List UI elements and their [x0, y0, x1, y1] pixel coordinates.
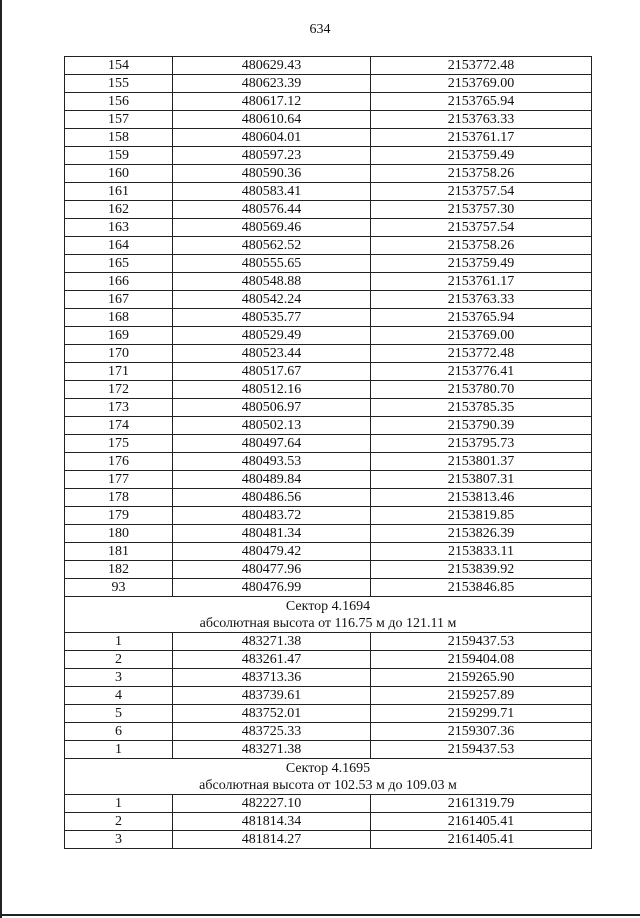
point-number-cell: 172	[65, 381, 173, 399]
table-row	[65, 813, 592, 831]
y-coordinate-cell: 2153780.70	[371, 381, 592, 399]
table-row	[65, 309, 592, 327]
point-number-cell: 168	[65, 309, 173, 327]
table-row	[65, 543, 592, 561]
point-number-cell: 5	[65, 705, 173, 723]
y-coordinate-cell: 2153772.48	[371, 57, 592, 75]
x-coordinate-cell: 481814.34	[173, 813, 371, 831]
point-number-cell: 182	[65, 561, 173, 579]
y-coordinate-cell: 2153795.73	[371, 435, 592, 453]
table-row	[65, 741, 592, 759]
x-coordinate-cell: 480486.56	[173, 489, 371, 507]
point-number-cell: 175	[65, 435, 173, 453]
x-coordinate-cell: 480610.64	[173, 111, 371, 129]
y-coordinate-cell: 2153833.11	[371, 543, 592, 561]
point-number-cell: 1	[65, 633, 173, 651]
point-number-cell: 159	[65, 147, 173, 165]
point-number-cell: 154	[65, 57, 173, 75]
table-row	[65, 687, 592, 705]
y-coordinate-cell: 2159437.53	[371, 633, 592, 651]
sector-title: Сектор 4.1695	[285, 760, 371, 776]
x-coordinate-cell: 480476.99	[173, 579, 371, 597]
x-coordinate-cell: 480483.72	[173, 507, 371, 525]
y-coordinate-cell: 2153758.26	[371, 237, 592, 255]
y-coordinate-cell: 2153772.48	[371, 345, 592, 363]
point-number-cell: 174	[65, 417, 173, 435]
point-number-cell: 93	[65, 579, 173, 597]
x-coordinate-cell: 483271.38	[173, 633, 371, 651]
x-coordinate-cell: 480623.39	[173, 75, 371, 93]
sector-header-row	[65, 597, 592, 633]
x-coordinate-cell: 480529.49	[173, 327, 371, 345]
table-row	[65, 129, 592, 147]
x-coordinate-cell: 483271.38	[173, 741, 371, 759]
x-coordinate-cell: 480604.01	[173, 129, 371, 147]
table-row	[65, 723, 592, 741]
y-coordinate-cell: 2153801.37	[371, 453, 592, 471]
x-coordinate-cell: 480517.67	[173, 363, 371, 381]
y-coordinate-cell: 2159404.08	[371, 651, 592, 669]
y-coordinate-cell: 2153769.00	[371, 75, 592, 93]
table-row	[65, 93, 592, 111]
table-row	[65, 381, 592, 399]
y-coordinate-cell: 2159257.89	[371, 687, 592, 705]
table-row	[65, 471, 592, 489]
y-coordinate-cell: 2153761.17	[371, 273, 592, 291]
point-number-cell: 176	[65, 453, 173, 471]
y-coordinate-cell: 2153790.39	[371, 417, 592, 435]
point-number-cell: 165	[65, 255, 173, 273]
table-row	[65, 795, 592, 813]
point-number-cell: 179	[65, 507, 173, 525]
table-row	[65, 147, 592, 165]
table-row	[65, 219, 592, 237]
table-row	[65, 273, 592, 291]
x-coordinate-cell: 480481.34	[173, 525, 371, 543]
y-coordinate-cell: 2153763.33	[371, 111, 592, 129]
point-number-cell: 1	[65, 795, 173, 813]
table-row	[65, 579, 592, 597]
x-coordinate-cell: 480493.53	[173, 453, 371, 471]
point-number-cell: 177	[65, 471, 173, 489]
x-coordinate-cell: 480629.43	[173, 57, 371, 75]
table-row	[65, 453, 592, 471]
sector-header	[65, 597, 592, 633]
point-number-cell: 2	[65, 813, 173, 831]
y-coordinate-cell: 2161319.79	[371, 795, 592, 813]
table-row	[65, 255, 592, 273]
y-coordinate-cell: 2153813.46	[371, 489, 592, 507]
scan-left-edge	[0, 0, 2, 918]
table-row	[65, 201, 592, 219]
x-coordinate-cell: 480590.36	[173, 165, 371, 183]
x-coordinate-cell: 480535.77	[173, 309, 371, 327]
y-coordinate-cell: 2153758.26	[371, 165, 592, 183]
y-coordinate-cell: 2153765.94	[371, 309, 592, 327]
scan-bottom-edge	[0, 914, 640, 916]
coordinates-table	[64, 56, 592, 849]
sector-altitude-range: абсолютная высота от 116.75 м до 121.11 м	[199, 615, 457, 631]
x-coordinate-cell: 480489.84	[173, 471, 371, 489]
point-number-cell: 1	[65, 741, 173, 759]
point-number-cell: 162	[65, 201, 173, 219]
x-coordinate-cell: 480502.13	[173, 417, 371, 435]
table-row	[65, 525, 592, 543]
y-coordinate-cell: 2153807.31	[371, 471, 592, 489]
y-coordinate-cell: 2159265.90	[371, 669, 592, 687]
table-row	[65, 633, 592, 651]
point-number-cell: 164	[65, 237, 173, 255]
x-coordinate-cell: 480597.23	[173, 147, 371, 165]
y-coordinate-cell: 2153759.49	[371, 147, 592, 165]
y-coordinate-cell: 2159299.71	[371, 705, 592, 723]
table-row	[65, 345, 592, 363]
table-row	[65, 183, 592, 201]
table-row	[65, 507, 592, 525]
table-row	[65, 291, 592, 309]
sector-header	[65, 759, 592, 795]
x-coordinate-cell: 480497.64	[173, 435, 371, 453]
x-coordinate-cell: 480576.44	[173, 201, 371, 219]
table-row	[65, 237, 592, 255]
point-number-cell: 178	[65, 489, 173, 507]
point-number-cell: 161	[65, 183, 173, 201]
point-number-cell: 158	[65, 129, 173, 147]
table-row	[65, 831, 592, 849]
table-row	[65, 399, 592, 417]
table-row	[65, 363, 592, 381]
table-row	[65, 57, 592, 75]
x-coordinate-cell: 480562.52	[173, 237, 371, 255]
sector-altitude-range: абсолютная высота от 102.53 м до 109.03 м	[199, 777, 457, 793]
point-number-cell: 3	[65, 831, 173, 849]
table-row	[65, 165, 592, 183]
table-row	[65, 651, 592, 669]
x-coordinate-cell: 483713.36	[173, 669, 371, 687]
y-coordinate-cell: 2153757.30	[371, 201, 592, 219]
y-coordinate-cell: 2153826.39	[371, 525, 592, 543]
point-number-cell: 6	[65, 723, 173, 741]
y-coordinate-cell: 2153761.17	[371, 129, 592, 147]
sector-header-row	[65, 759, 592, 795]
y-coordinate-cell: 2153757.54	[371, 183, 592, 201]
y-coordinate-cell: 2153769.00	[371, 327, 592, 345]
point-number-cell: 166	[65, 273, 173, 291]
y-coordinate-cell: 2153757.54	[371, 219, 592, 237]
y-coordinate-cell: 2161405.41	[371, 813, 592, 831]
x-coordinate-cell: 482227.10	[173, 795, 371, 813]
table-row	[65, 489, 592, 507]
point-number-cell: 171	[65, 363, 173, 381]
y-coordinate-cell: 2159437.53	[371, 741, 592, 759]
point-number-cell: 3	[65, 669, 173, 687]
x-coordinate-cell: 480555.65	[173, 255, 371, 273]
y-coordinate-cell: 2153759.49	[371, 255, 592, 273]
y-coordinate-cell: 2153765.94	[371, 93, 592, 111]
x-coordinate-cell: 480506.97	[173, 399, 371, 417]
y-coordinate-cell: 2161405.41	[371, 831, 592, 849]
x-coordinate-cell: 483725.33	[173, 723, 371, 741]
y-coordinate-cell: 2153776.41	[371, 363, 592, 381]
x-coordinate-cell: 480542.24	[173, 291, 371, 309]
x-coordinate-cell: 481814.27	[173, 831, 371, 849]
point-number-cell: 157	[65, 111, 173, 129]
sector-title: Сектор 4.1694	[285, 598, 371, 614]
table-row	[65, 561, 592, 579]
point-number-cell: 167	[65, 291, 173, 309]
y-coordinate-cell: 2153839.92	[371, 561, 592, 579]
x-coordinate-cell: 483739.61	[173, 687, 371, 705]
point-number-cell: 170	[65, 345, 173, 363]
x-coordinate-cell: 480617.12	[173, 93, 371, 111]
y-coordinate-cell: 2159307.36	[371, 723, 592, 741]
table-row	[65, 669, 592, 687]
x-coordinate-cell: 483752.01	[173, 705, 371, 723]
x-coordinate-cell: 480583.41	[173, 183, 371, 201]
point-number-cell: 160	[65, 165, 173, 183]
table-row	[65, 435, 592, 453]
point-number-cell: 173	[65, 399, 173, 417]
x-coordinate-cell: 483261.47	[173, 651, 371, 669]
table-row	[65, 111, 592, 129]
x-coordinate-cell: 480548.88	[173, 273, 371, 291]
point-number-cell: 4	[65, 687, 173, 705]
y-coordinate-cell: 2153763.33	[371, 291, 592, 309]
point-number-cell: 163	[65, 219, 173, 237]
table-row	[65, 327, 592, 345]
point-number-cell: 180	[65, 525, 173, 543]
point-number-cell: 169	[65, 327, 173, 345]
table-row	[65, 705, 592, 723]
y-coordinate-cell: 2153785.35	[371, 399, 592, 417]
page-number: 634	[309, 22, 331, 37]
x-coordinate-cell: 480569.46	[173, 219, 371, 237]
table-row	[65, 75, 592, 93]
y-coordinate-cell: 2153819.85	[371, 507, 592, 525]
x-coordinate-cell: 480523.44	[173, 345, 371, 363]
y-coordinate-cell: 2153846.85	[371, 579, 592, 597]
x-coordinate-cell: 480479.42	[173, 543, 371, 561]
point-number-cell: 2	[65, 651, 173, 669]
point-number-cell: 155	[65, 75, 173, 93]
x-coordinate-cell: 480477.96	[173, 561, 371, 579]
point-number-cell: 181	[65, 543, 173, 561]
point-number-cell: 156	[65, 93, 173, 111]
table-row	[65, 417, 592, 435]
x-coordinate-cell: 480512.16	[173, 381, 371, 399]
